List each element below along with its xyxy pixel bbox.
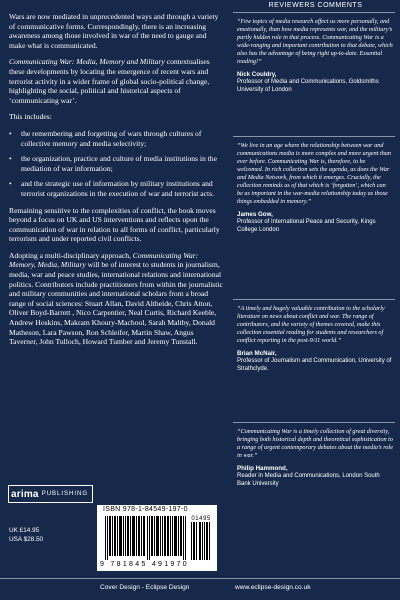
publisher-sub: PUBLISHING — [41, 491, 89, 497]
publisher-name: arima — [11, 488, 39, 500]
list-item: • the remembering and forgetting of wars through cultures of collective memory and media selectivity; — [9, 129, 223, 148]
footer-divider — [0, 578, 400, 579]
list-item: • the organization, practice and culture of media institutions in the mediation of war information; — [9, 154, 223, 173]
reviewer-name: Brian McNair, — [237, 350, 277, 357]
reviewer-role: Professor of Journalism and Communication, University of Strathclyde. — [237, 358, 392, 372]
blurb-paragraph-5 — [9, 251, 223, 347]
barcode-bars — [103, 516, 211, 560]
review-quote: “We live in an age where the relationship between war and communications media is more complex and more urgent than ever before. Communicating War is, therefore, to be welcomed. In rich collection sets the agenda, as does the War and Media Network, from which it emerges. Crucially, the collection reminds us of that which is ‘forgotten’, which can be as important in the war-media relationship today as those things embedded in memory.” — [237, 142, 391, 205]
divider — [233, 12, 395, 13]
barcode-digits: 9 781845 491970 — [100, 561, 189, 568]
publisher-logo — [8, 485, 93, 503]
blurb-paragraph-3: This includes: — [9, 112, 52, 122]
review-item — [237, 18, 393, 94]
blurb-paragraph-5-start: Adopting a multi-disciplinary approach, — [9, 250, 133, 260]
reviewer-role: Professor of Media and Communications, Goldsmiths University of London — [237, 79, 379, 93]
price-uk: UK £14.95 — [9, 527, 40, 534]
review-quote: “Communicating War is a timely collection of great diversity, bringing both historical depth and theoretical sophistication to a range of urgent contemporary debates about the media’s role in war.” — [237, 428, 393, 459]
review-quote: “Few topics of media research affect us more personally, and emotionally, than how media represents war, and the military’s partly hidden role in that process. Communicating War is a wide-ranging and important contribution to that debate, which also has the advantage of being right up-to-date. Essential reading!” — [237, 18, 393, 65]
divider — [233, 422, 395, 423]
book-title-italic: Communicating War: Memory, Media, Military — [9, 250, 199, 270]
cover-design-credit: Cover Design - Eclipse Design — [100, 584, 190, 591]
reviewer-role: Professor of International Peace and Security, Kings College London — [237, 219, 376, 233]
list-item: • and the strategic use of information by military institutions and terrorist organizations in the execution of war and terrorist acts. — [9, 179, 223, 198]
reviewer-name: James Gow, — [237, 211, 273, 218]
review-item — [237, 142, 393, 234]
isbn-number: ISBN 978-1-84549-197-0 — [103, 506, 188, 513]
publisher-logo-box — [8, 485, 93, 503]
review-item — [237, 305, 393, 373]
blurb-paragraph-4: Remaining sensitive to the complexities of conflict, the book moves beyond a focus on UK and US interventions and reflects upon the communication of war in relation to all forms of conflict, particularly terrorism and under reported civil conflicts. — [9, 205, 220, 244]
barcode-addon-digits: 01495 — [191, 516, 211, 522]
blurb-paragraph-2-rest: contextualises these developments by locating the emergence of recent wars and terrorist activity in a wider frame of global socio-political change, highlighting the social, political and historical aspects of ‘communicating war’. — [9, 57, 210, 105]
reviewers-column — [233, 0, 400, 600]
reviewer-name: Nick Couldry, — [237, 71, 277, 78]
topics-list — [9, 129, 223, 199]
blurb-paragraph-5-rest: will be of interest to students in journalism, media, war and peace studies, international relations and international politics. Contributors include practitioners from within the journalistic and military communities and international scholars from a broad range of social sciences: Stuart Allan, David Altheide, Chris Atton, Oliver Boyd-Barrett , Nico Carpentier, Neal Curtis, Richard Keeble, Andrew Hoskins, Makram Khoury-Machool, Sarah Maltby, Donald Matheson, Lara Pawson, Ron Schleifer, Martin Shaw, Angus Taverner, John Tulloch, Howard Tumber and Jeremy Tunstall. — [9, 260, 223, 347]
divider — [233, 299, 395, 300]
reviewer-role: Reader in Media and Communications, London South Bank University — [237, 473, 380, 487]
divider — [233, 136, 395, 137]
price-us: USA $28.50 — [9, 536, 44, 543]
designer-url: www.eclipse-design.co.uk — [235, 584, 311, 591]
reviewer-name: Philip Hammond, — [237, 465, 288, 472]
book-title-italic: Communicating War: Media, Memory and Military — [9, 57, 165, 67]
blurb-paragraph-2 — [9, 57, 223, 105]
reviewers-header: REVIEWERS COMMENTS — [268, 2, 363, 9]
review-quote: “A timely and hugely valuable contribution to the scholarly literature on news about conflict and war. The range of contributors, and the variety of themes covered, make this collection essential reading for students and researchers of conflict reporting in the post-9/11 world.” — [237, 305, 385, 344]
review-item — [237, 428, 393, 488]
isbn-barcode — [97, 505, 217, 571]
blurb-text — [9, 12, 223, 354]
price-block — [9, 526, 43, 544]
blurb-paragraph-1: Wars are now mediated in unprecedented ways and through a variety of communicative forms. Correspondingly, there is an increasing awareness among those involved in war of the need to gauge and make what is communicated. — [9, 12, 219, 50]
